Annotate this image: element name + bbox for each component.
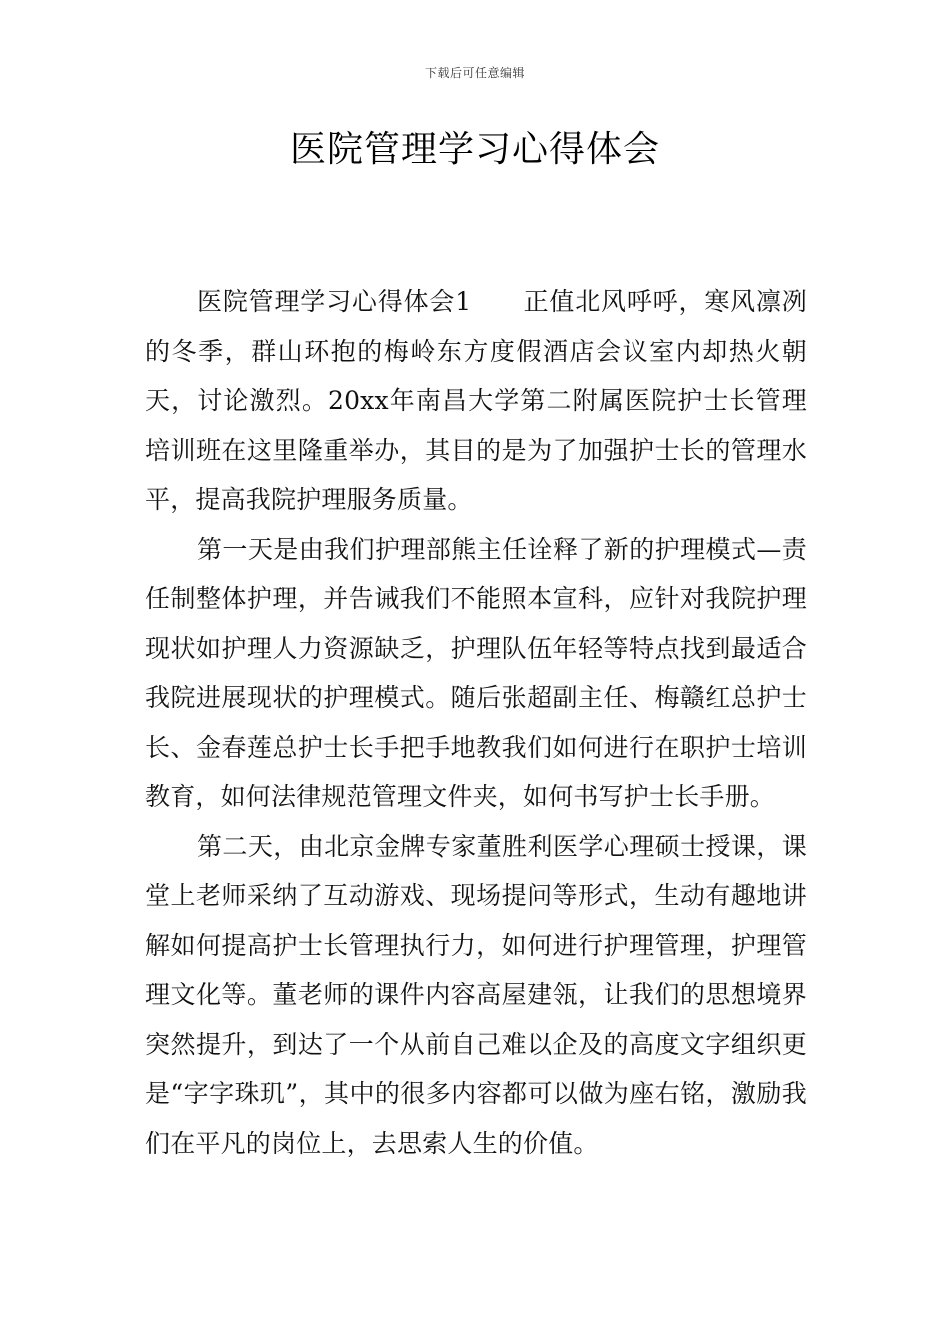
paragraph-1: 医院管理学习心得体会1 正值北风呼呼，寒风凛冽的冬季，群山环抱的梅岭东方度假酒店会议室内却热火朝天，讨论激烈。20xx年南昌大学第二附属医院护士长管理培训班在这里隆重举办，其目的是为了加强护士长的管理水平，提高我院护理服务质量。 — [145, 287, 807, 514]
paragraph-3: 第二天，由北京金牌专家董胜利医学心理硕士授课，课堂上老师采纳了互动游戏、现场提问等形式，生动有趣地讲解如何提高护士长管理执行力，如何进行护理管理，护理管理文化等。董老师的课件内容高屋建瓴，让我们的思想境界突然提升，到达了一个从前自己难以企及的高度文字组织更是“字字珠玑”，其中的很多内容都可以做为座右铭，激励我们在平凡的岗位上，去思索人生的价值。 — [145, 831, 807, 1158]
document-body — [145, 277, 807, 1168]
header-note: 下载后可任意编辑 — [424, 66, 525, 80]
document-title: 医院管理学习心得体会 — [289, 129, 660, 170]
paragraph-2: 第一天是由我们护理部熊主任诠释了新的护理模式—责任制整体护理，并告诫我们不能照本宣科，应针对我院护理现状如护理人力资源缺乏，护理队伍年轻等特点找到最适合我院进展现状的护理模式。随后张超副主任、梅赣红总护士长、金春莲总护士长手把手地教我们如何进行在职护士培训教育，如何法律规范管理文件夹，如何书写护士长手册。 — [145, 534, 807, 811]
